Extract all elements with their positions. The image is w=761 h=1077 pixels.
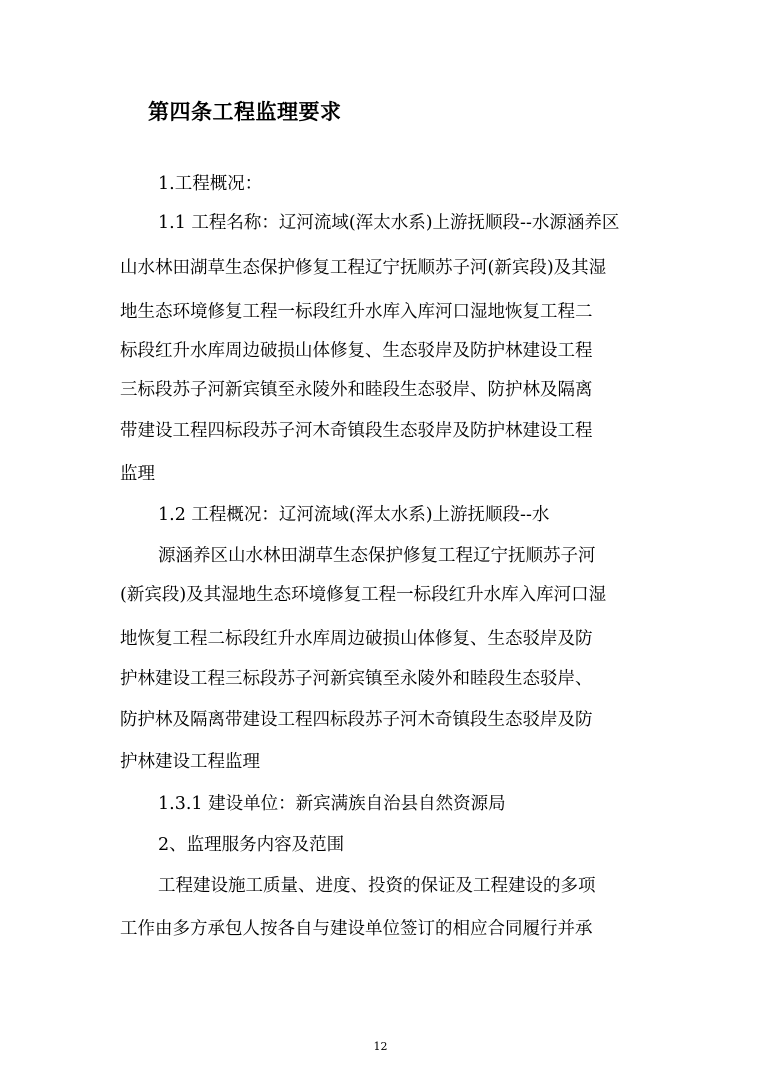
text-line: 2、监理服务内容及范围 <box>158 835 345 855</box>
page-number: 12 <box>373 1040 388 1053</box>
text-line: 1.工程概况： <box>158 174 263 194</box>
text-line: 工作由多方承包人按各自与建设单位签订的相应合同履行并承 <box>120 919 593 939</box>
text-line: 工程建设施工质量、进度、投资的保证及工程建设的多项 <box>158 876 596 896</box>
text-line: 护林建设工程监理 <box>120 752 260 772</box>
text-line: 1.2 工程概况：辽河流域(浑太水系)上游抚顺段--水 <box>158 505 550 525</box>
text-line: 1.3.1 建设单位：新宾满族自治县自然资源局 <box>158 794 506 814</box>
text-line: 1.1 工程名称：辽河流域(浑太水系)上游抚顺段--水源涵养区 <box>158 213 620 233</box>
text-line: 三标段苏子河新宾镇至永陵外和睦段生态驳岸、防护林及隔离 <box>120 380 593 400</box>
text-line: 山水林田湖草生态保护修复工程辽宁抚顺苏子河(新宾段)及其湿 <box>120 258 607 278</box>
text-line: 地恢复工程二标段红升水库周边破损山体修复、生态驳岸及防 <box>120 629 593 649</box>
text-line: (新宾段)及其湿地生态环境修复工程一标段红升水库入库河口湿 <box>120 585 607 605</box>
text-line: 防护林及隔离带建设工程四标段苏子河木奇镇段生态驳岸及防 <box>120 710 593 730</box>
text-line: 监理 <box>120 464 155 484</box>
section-heading: 第四条工程监理要求 <box>148 100 342 124</box>
text-line: 标段红升水库周边破损山体修复、生态驳岸及防护林建设工程 <box>120 341 593 361</box>
text-line: 源涵养区山水林田湖草生态保护修复工程辽宁抚顺苏子河 <box>158 546 596 566</box>
text-line: 带建设工程四标段苏子河木奇镇段生态驳岸及防护林建设工程 <box>120 421 593 441</box>
text-line: 护林建设工程三标段苏子河新宾镇至永陵外和睦段生态驳岸、 <box>120 669 593 689</box>
text-line: 地生态环境修复工程一标段红升水库入库河口湿地恢复工程二 <box>120 302 593 322</box>
